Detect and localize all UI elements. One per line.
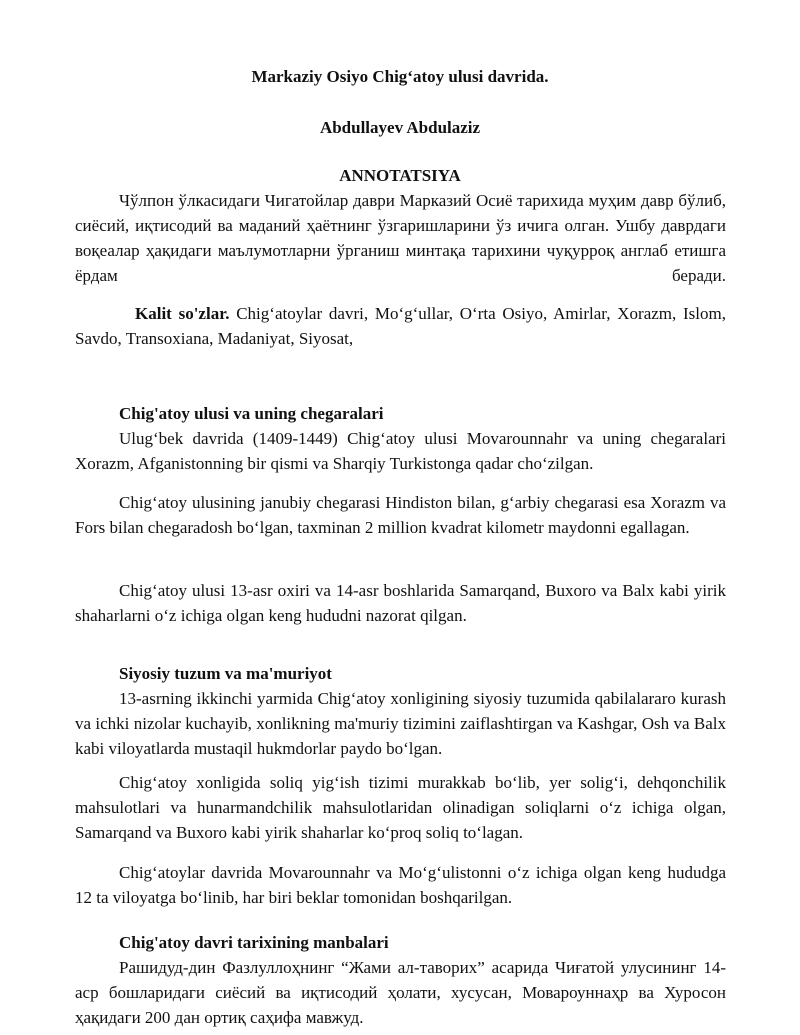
keywords-label: Kalit so'zlar. <box>135 304 230 323</box>
section-paragraph: Рашидуд-дин Фазлуллоҳнинг “Жами ал-таворих” асарида Чиғатой улусининг 14-аср бошларидаги сиёсий ва иқтисодий ҳолати, хусусан, Мовароуннаҳр ва Хуросон ҳақидаги 200 дан ортиқ саҳифа мавжуд. <box>75 958 726 1027</box>
section-heading: Chig'atoy ulusi va uning chegaralari <box>119 404 384 423</box>
author-name: Abdullayev Abdulaziz <box>319 118 481 137</box>
section-paragraph: Ulug‘bek davrida (1409-1449) Chig‘atoy ulusi Movarounnahr va uning chegaralari Xorazm, Afganistonning bir qismi va Sharqiy Turkistonga qadar cho‘zilgan. <box>75 429 726 473</box>
document-title: Markaziy Osiyo Chig‘atoy ulusi davrida. <box>251 67 549 86</box>
keywords-text: Chig‘atoylar davri, Mo‘g‘ullar, O‘rta Osiyo, Amirlar, Xorazm, Islom, Savdo, Transoxiana, Madaniyat, Siyosat, <box>75 304 726 348</box>
section-borders <box>75 401 726 476</box>
section-politics-para-2 <box>75 770 726 845</box>
section-paragraph: Chig‘atoy ulusining janubiy chegarasi Hindiston bilan, g‘arbiy chegarasi esa Xorazm va Fors bilan chegaradosh bo‘lgan, taxminan 2 million kvadrat kilometr maydonni egallagan. <box>75 493 726 537</box>
section-paragraph: Chig‘atoy xonligida soliq yig‘ish tizimi murakkab bo‘lib, yer solig‘i, dehqonchilik mahsulotlari va hunarmandchilik mahsulotlaridan olinadigan soliqlarni o‘z ichiga olgan, Samarqand va Buxoro kabi yirik shaharlar ko‘proq soliq to‘lagan. <box>75 773 726 842</box>
section-politics <box>75 661 726 761</box>
section-politics-para-3 <box>75 860 726 910</box>
section-paragraph: Chig‘atoylar davrida Movarounnahr va Mo‘g‘ulistonni o‘z ichiga olgan keng hududga 12 ta viloyatga bo‘linib, har biri beklar tomonidan boshqarilgan. <box>75 863 726 907</box>
annotation-block <box>75 188 726 288</box>
section-heading: Siyosiy tuzum va ma'muriyot <box>119 664 332 683</box>
annotation-text: Чўлпон ўлкасидаги Чигатойлар даври Марказий Осиё тарихида муҳим давр бўлиб, сиёсий, иқтисодий ва маданий ҳаётнинг ўзгаришларини ўз ичига олган. Ушбу даврдаги воқеалар ҳақидаги маълумотларни ўрганиш минтақа тарихини чуқурроқ англаб етишга ёрдам беради. <box>75 191 726 285</box>
section-heading: Chig'atoy davri tarixining manbalari <box>119 933 389 952</box>
section-sources <box>75 930 726 1030</box>
keywords-paragraph <box>75 301 726 351</box>
section-borders-para-2 <box>75 490 726 540</box>
section-paragraph: Chig‘atoy ulusi 13-asr oxiri va 14-asr boshlarida Samarqand, Buxoro va Balx kabi yirik shaharlarni o‘z ichiga olgan keng hududni nazorat qilgan. <box>75 581 726 625</box>
annotation-heading: ANNOTATSIYA <box>339 166 461 185</box>
section-paragraph: 13-asrning ikkinchi yarmida Chig‘atoy xonligining siyosiy tuzumida qabilalararo kurash va ichki nizolar kuchayib, xonlikning ma'muriy tizimini zaiflashtirgan va Kashgar, Osh va Balx kabi viloyatlarda mustaqil hukmdorlar paydo bo‘lgan. <box>75 689 726 758</box>
section-borders-para-3 <box>75 578 726 628</box>
keywords-block <box>75 301 726 351</box>
